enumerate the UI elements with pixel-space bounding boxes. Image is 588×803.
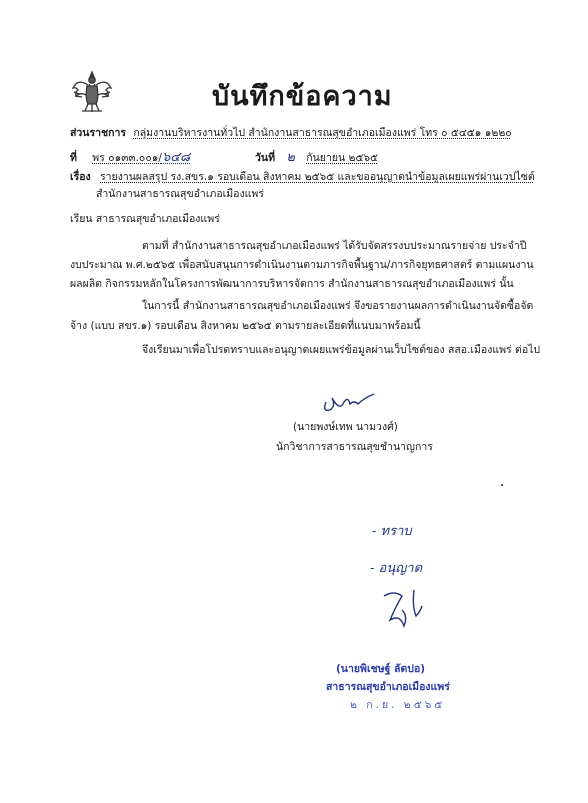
memo-title: บันทึกข้อความ [212,81,393,112]
approver-name: (นายพิเชษฐ์ ลัดปอ) [336,663,426,675]
date-handwritten-day: ๒ [286,150,295,165]
subject-label: เรื่อง [70,171,91,183]
approval-note-acknowledged: - ทราบ [372,524,412,539]
date-value: กันยายน ๒๕๖๕ [306,152,378,164]
signer-position: นักวิชาการสาธารณสุขชำนาญการ [276,441,433,453]
subject-row [70,168,535,185]
speck [501,484,503,486]
paragraph-1-line-1: ตามที่ สำนักงานสาธารณสุขอำเภอเมืองแพร่ ได้รับจัดสรรงบประมาณรายจ่าย ประจำปี [142,240,527,252]
date-row [255,146,378,167]
approver-signature-mark [374,586,434,632]
paragraph-2-line-1: ในการนี้ สำนักงานสาธารณสุขอำเภอเมืองแพร่ จึงขอรายงานผลการดำเนินงานจัดซื้อจัด [142,300,534,312]
approval-note-permitted: - อนุญาต [370,561,423,576]
garuda-emblem-icon [70,68,114,114]
agency-row [70,124,512,141]
paragraph-1-line-2: งบประมาณ พ.ศ.๒๕๖๕ เพื่อสนับสนุนการดำเนินงานตามภารกิจพื้นฐาน/ภารกิจยุทธศาสตร์ ตามแผนงาน [70,259,534,271]
date-label: วันที่ [255,152,275,164]
agency-value: กลุ่มงานบริหารงานทั่วไป สำนักงานสาธารณสุขอำเภอเมืองแพร่ โทร ๐ ๕๔๕๑ ๑๒๒๐ [133,127,512,139]
approval-date-stamp: ๒ ก.ย. ๒๕๖๕ [350,699,446,711]
reference-label: ที่ [70,152,77,164]
signature-mark [318,388,378,416]
approver-position: สาธารณสุขอำเภอเมืองแพร่ [326,681,450,693]
reference-handwritten-number: ๖๔๘ [161,150,191,165]
paragraph-1-line-3: ผลผลิต กิจกรรมหลักในโครงการพัฒนาการบริหารจัดการ สำนักงานสาธารณสุขอำเภอเมืองแพร่ นั้น [70,278,514,290]
reference-value: พร ๐๑๓๓.๐๐๑/ [92,152,162,164]
subject-line-2: สำนักงานสาธารณสุขอำเภอเมืองแพร่ [96,188,264,200]
salutation: เรียน สาธารณสุขอำเภอเมืองแพร่ [70,213,220,225]
closing-paragraph: จึงเรียนมาเพื่อโปรดทราบและอนุญาตเผยแพร่ข้อมูลผ่านเว็บไซต์ของ สสอ.เมืองแพร่ ต่อไป [142,344,541,356]
reference-row [70,146,190,167]
subject-line-1: รายงานผลสรุป รง.สขร.๑ รอบเดือน สิงหาคม ๒๕๖๕ และขออนุญาตนำข้อมูลเผยแพร่ผ่านเวปไซต์ [100,171,535,183]
paragraph-2-line-2: จ้าง (แบบ สขร.๑) รอบเดือน สิงหาคม ๒๕๖๕ ตามรายละเอียดที่แนบมาพร้อมนี้ [70,320,421,332]
agency-label: ส่วนราชการ [70,127,127,139]
signer-name: (นายพงษ์เทพ นามวงศ์) [293,421,398,433]
